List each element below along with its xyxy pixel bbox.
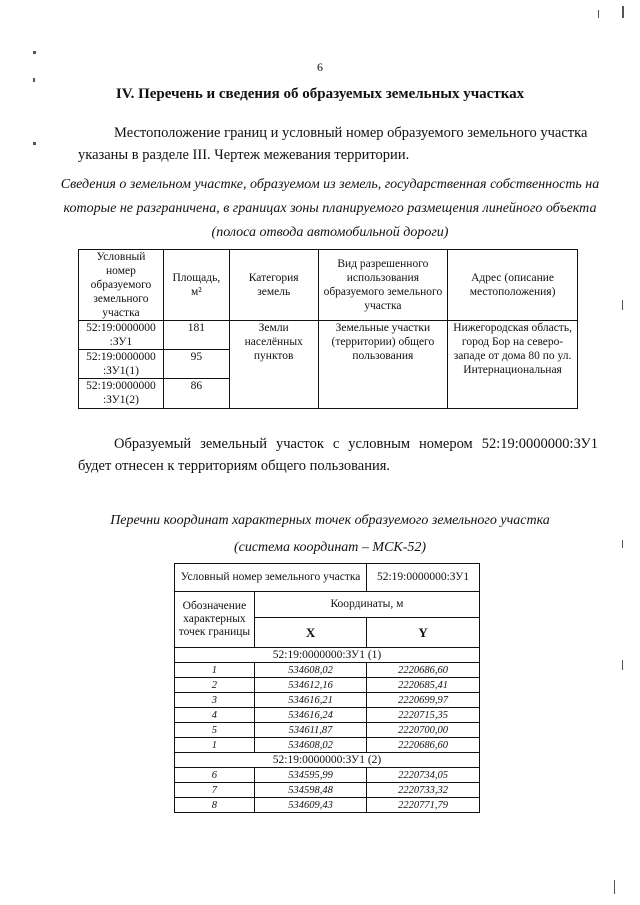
point-y: 2220699,97	[367, 693, 480, 708]
table-row	[175, 708, 480, 723]
point-y: 2220700,00	[367, 723, 480, 738]
table-row	[175, 693, 480, 708]
header-plot-number-value: 52:19:0000000:ЗУ1	[367, 564, 480, 592]
table-header-row	[79, 250, 578, 321]
intro-paragraph: Местоположение границ и условный номер образуемого земельного участка указаны в разделе III. Чертеж межевания территории.	[78, 125, 588, 163]
scan-mark	[33, 78, 35, 82]
point-id: 1	[175, 663, 255, 678]
scan-mark	[598, 10, 599, 18]
point-y: 2220733,32	[367, 783, 480, 798]
group-name: 52:19:0000000:ЗУ1 (1)	[175, 648, 480, 663]
table-row	[175, 738, 480, 753]
point-x: 534609,43	[254, 798, 366, 813]
page-number: 6	[317, 60, 323, 74]
point-id: 4	[175, 708, 255, 723]
point-y: 2220686,60	[367, 738, 480, 753]
scan-mark	[622, 300, 623, 310]
land-plot-table	[78, 249, 578, 409]
coordinates-caption: Перечни координат характерных точек образуемого земельного участка	[110, 513, 550, 528]
point-y: 2220685,41	[367, 678, 480, 693]
table-header-row	[175, 592, 480, 618]
plot-area: 86	[163, 379, 229, 409]
point-id: 3	[175, 693, 255, 708]
section-title: IV. Перечень и сведения об образуемых земельных участках	[115, 86, 525, 102]
table-row	[79, 321, 578, 350]
scan-mark	[622, 660, 623, 670]
header-y: Y	[367, 618, 480, 648]
scan-mark	[622, 540, 623, 548]
table-header-row	[175, 564, 480, 592]
paragraph-public-use: Образуемый земельный участок с условным номером 52:19:0000000:ЗУ1 будет отнесен к территориям общего пользования.	[78, 436, 598, 474]
point-x: 534598,48	[254, 783, 366, 798]
point-y: 2220734,05	[367, 768, 480, 783]
table-row	[175, 783, 480, 798]
point-x: 534608,02	[254, 663, 366, 678]
coordinate-system-caption: (система координат – МСК-52)	[233, 540, 427, 555]
scan-mark	[614, 880, 615, 894]
header-address: Адрес (описание местоположения)	[448, 250, 578, 321]
point-x: 534611,87	[254, 723, 366, 738]
header-category: Категория земель	[229, 250, 318, 321]
table-row	[175, 678, 480, 693]
table-row	[175, 723, 480, 738]
point-y: 2220771,79	[367, 798, 480, 813]
plot-number: 52:19:0000000 :ЗУ1	[79, 321, 164, 350]
land-plot-caption: Сведения о земельном участке, образуемом из земель, государственная собственность на которые не разграничена, в границах зоны планируемого размещения линейного объекта (полоса отвода автомобильной дороги)	[60, 177, 600, 240]
scan-mark	[33, 51, 36, 54]
point-x: 534616,24	[254, 708, 366, 723]
group-row	[175, 753, 480, 768]
plot-category: Земли населённых пунктов	[229, 321, 318, 409]
plot-area: 181	[163, 321, 229, 350]
group-row	[175, 648, 480, 663]
header-use: Вид разрешенного использования образуемого земельного участка	[318, 250, 448, 321]
scan-mark	[33, 142, 36, 145]
table-row	[175, 768, 480, 783]
header-x: X	[254, 618, 366, 648]
table-row	[175, 663, 480, 678]
plot-address: Нижегородская область, город Бор на северо-западе от дома 80 по ул. Интернациональная	[448, 321, 578, 409]
point-id: 2	[175, 678, 255, 693]
point-id: 1	[175, 738, 255, 753]
point-id: 6	[175, 768, 255, 783]
coordinates-table	[174, 563, 480, 813]
header-coordinates: Координаты, м	[254, 592, 479, 618]
header-point-label: Обозначение характерных точек границы	[175, 592, 255, 648]
point-x: 534608,02	[254, 738, 366, 753]
plot-area: 95	[163, 350, 229, 379]
header-plot-number-label: Условный номер земельного участка	[175, 564, 367, 592]
header-number: Условный номер образуемого земельного участка	[79, 250, 164, 321]
plot-number: 52:19:0000000 :ЗУ1(2)	[79, 379, 164, 409]
point-y: 2220715,35	[367, 708, 480, 723]
plot-use: Земельные участки (территории) общего пользования	[318, 321, 448, 409]
point-y: 2220686,60	[367, 663, 480, 678]
point-x: 534616,21	[254, 693, 366, 708]
plot-number: 52:19:0000000 :ЗУ1(1)	[79, 350, 164, 379]
scan-mark	[622, 6, 624, 18]
table-row	[175, 798, 480, 813]
point-x: 534612,16	[254, 678, 366, 693]
point-x: 534595,99	[254, 768, 366, 783]
point-id: 8	[175, 798, 255, 813]
point-id: 7	[175, 783, 255, 798]
group-name: 52:19:0000000:ЗУ1 (2)	[175, 753, 480, 768]
header-area: Площадь, м²	[163, 250, 229, 321]
point-id: 5	[175, 723, 255, 738]
